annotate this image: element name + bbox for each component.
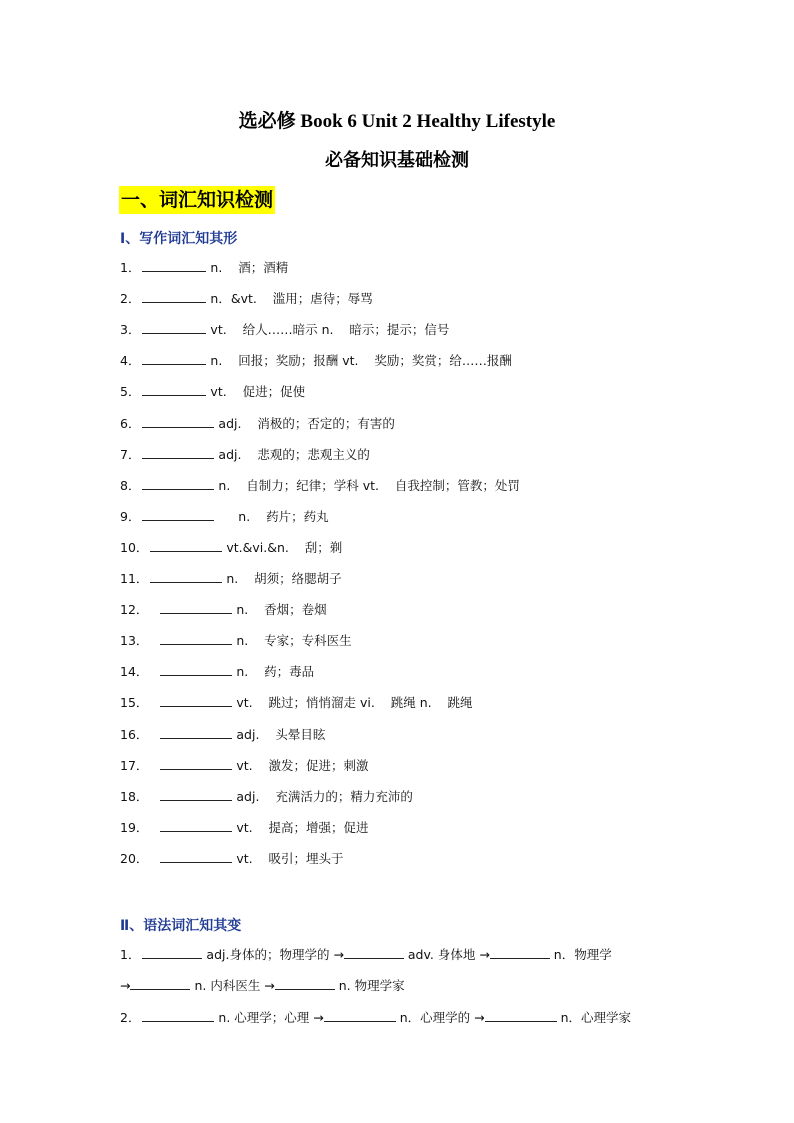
answer-blank[interactable] <box>324 1009 396 1022</box>
vocab-item <box>120 508 329 526</box>
part-heading-writing-vocab: Ⅰ、写作词汇知其形 <box>120 231 238 247</box>
answer-blank[interactable] <box>344 946 404 959</box>
part-heading-grammar-vocab: Ⅱ、语法词汇知其变 <box>120 918 242 934</box>
item-definition: vt. 吸引；埋头于 <box>232 851 344 866</box>
answer-blank[interactable] <box>142 415 214 428</box>
item-number: 15． <box>120 695 149 710</box>
word-form-text: n. 心理学；心理 → <box>214 1010 324 1025</box>
item-number: 9． <box>120 509 141 524</box>
vocab-item <box>120 819 369 837</box>
vocab-item <box>120 570 342 588</box>
answer-blank[interactable] <box>160 757 232 770</box>
item-definition: n. 自制力；纪律；学科 vt. 自我控制；管教；处罚 <box>214 478 520 493</box>
item-definition: vt. 促进；促使 <box>206 384 306 399</box>
item-number: 5． <box>120 384 141 399</box>
vocab-item <box>120 321 449 339</box>
vocab-item <box>120 850 344 868</box>
answer-blank[interactable] <box>160 694 232 707</box>
vocab-item <box>120 290 373 308</box>
vocab-item <box>120 632 352 650</box>
vocab-item <box>120 477 520 495</box>
word-form-text: adj.身体的；物理学的 → <box>202 947 344 962</box>
answer-blank[interactable] <box>490 946 550 959</box>
item-number: 4． <box>120 353 141 368</box>
vocab-item <box>120 601 327 619</box>
item-number: 20． <box>120 851 149 866</box>
word-family-line <box>120 977 405 995</box>
word-form-text: n．物理学 <box>549 947 612 962</box>
word-form-text: n．心理学家 <box>556 1010 631 1025</box>
vocab-item <box>120 726 325 744</box>
item-definition: adj. 悲观的；悲观主义的 <box>214 447 370 462</box>
item-definition: vt. 提高；增强；促进 <box>232 820 369 835</box>
answer-blank[interactable] <box>142 321 206 334</box>
section-heading: 一、词汇知识检测 <box>119 186 275 214</box>
item-definition: adj. 充满活力的；精力充沛的 <box>232 789 413 804</box>
item-definition: vt.&vi.&n. 刮；剃 <box>222 540 343 555</box>
word-family-line <box>120 1009 631 1027</box>
item-definition: adj. 消极的；否定的；有害的 <box>214 416 395 431</box>
vocab-item <box>120 663 314 681</box>
item-number: 8． <box>120 478 141 493</box>
answer-blank[interactable] <box>160 788 232 801</box>
item-number: 12． <box>120 602 149 617</box>
item-number: 2． <box>120 1010 141 1025</box>
item-number: 10． <box>120 540 149 555</box>
vocab-item <box>120 788 413 806</box>
item-number: 7． <box>120 447 141 462</box>
item-definition: n．&vt. 滥用；虐待；辱骂 <box>206 291 373 306</box>
answer-blank[interactable] <box>485 1009 557 1022</box>
answer-blank[interactable] <box>130 977 190 990</box>
item-definition: adj. 头晕目眩 <box>232 727 326 742</box>
answer-blank[interactable] <box>142 446 214 459</box>
item-number: 14． <box>120 664 149 679</box>
word-family-line <box>120 946 612 964</box>
word-form-text: → <box>120 978 131 993</box>
item-number: 11． <box>120 571 149 586</box>
item-number: 1． <box>120 947 141 962</box>
word-form-text: adv. 身体地 → <box>403 947 490 962</box>
vocab-item <box>120 383 305 401</box>
answer-blank[interactable] <box>160 850 232 863</box>
item-definition: n. 专家；专科医生 <box>232 633 352 648</box>
answer-blank[interactable] <box>142 477 214 490</box>
answer-blank[interactable] <box>142 946 202 959</box>
item-number: 3． <box>120 322 141 337</box>
page-subtitle: 必备知识基础检测 <box>325 150 469 170</box>
answer-blank[interactable] <box>142 290 206 303</box>
answer-blank[interactable] <box>142 508 214 521</box>
answer-blank[interactable] <box>160 819 232 832</box>
vocab-item <box>120 446 370 464</box>
answer-blank[interactable] <box>160 726 232 739</box>
item-number: 19． <box>120 820 149 835</box>
item-number: 18． <box>120 789 149 804</box>
item-definition: vt. 激发；促进；刺激 <box>232 758 369 773</box>
item-definition: n. 回报；奖励；报酬 vt. 奖励；奖赏；给……报酬 <box>206 353 512 368</box>
vocab-item <box>120 539 342 557</box>
vocab-item <box>120 694 473 712</box>
page-title: 选必修 Book 6 Unit 2 Healthy Lifestyle <box>238 111 556 132</box>
answer-blank[interactable] <box>275 977 335 990</box>
item-definition: n. 药；毒品 <box>232 664 315 679</box>
item-number: 16． <box>120 727 149 742</box>
word-form-text: n. 物理学家 <box>334 978 405 993</box>
item-number: 17． <box>120 758 149 773</box>
item-number: 6． <box>120 416 141 431</box>
answer-blank[interactable] <box>142 259 206 272</box>
word-form-text: n. 内科医生 → <box>190 978 275 993</box>
vocab-item <box>120 415 395 433</box>
item-number: 2． <box>120 291 141 306</box>
answer-blank[interactable] <box>150 539 222 552</box>
answer-blank[interactable] <box>142 1009 214 1022</box>
item-definition: n. 药片；药丸 <box>214 509 329 524</box>
item-number: 1． <box>120 260 141 275</box>
answer-blank[interactable] <box>142 352 206 365</box>
item-definition: n. 胡须；络腮胡子 <box>222 571 342 586</box>
answer-blank[interactable] <box>160 601 232 614</box>
answer-blank[interactable] <box>160 663 232 676</box>
answer-blank[interactable] <box>160 632 232 645</box>
vocab-item <box>120 259 288 277</box>
word-form-text: n．心理学的 → <box>395 1010 485 1025</box>
item-definition: n. 香烟；卷烟 <box>232 602 327 617</box>
item-definition: vt. 给人……暗示 n. 暗示；提示；信号 <box>206 322 450 337</box>
vocab-item <box>120 757 369 775</box>
item-definition: n. 酒；酒精 <box>206 260 289 275</box>
item-number: 13． <box>120 633 149 648</box>
vocab-item <box>120 352 512 370</box>
answer-blank[interactable] <box>142 383 206 396</box>
answer-blank[interactable] <box>150 570 222 583</box>
item-definition: vt. 跳过；悄悄溜走 vi. 跳绳 n. 跳绳 <box>232 695 473 710</box>
